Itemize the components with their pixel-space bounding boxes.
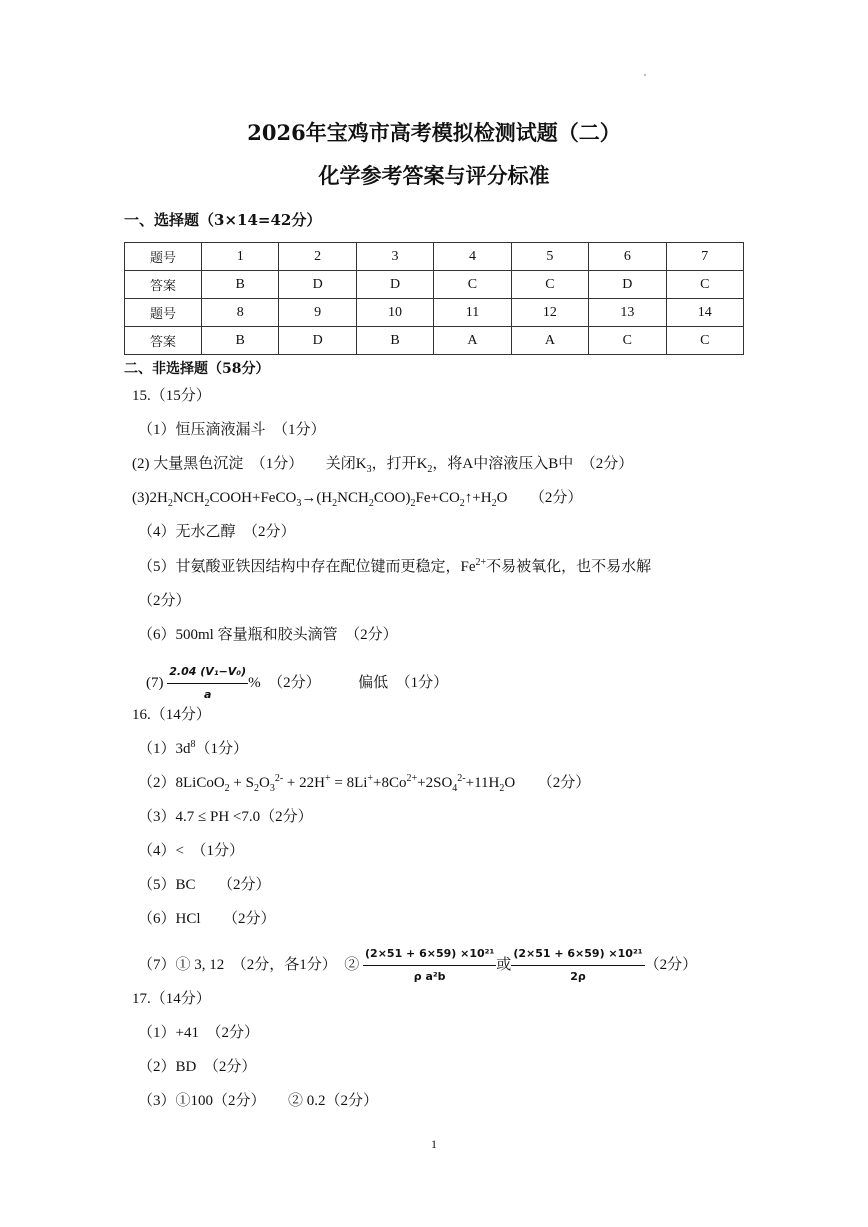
table-cell: 14 (666, 299, 743, 327)
table-cell: 4 (434, 243, 511, 271)
table-cell: D (279, 327, 356, 355)
q16-answer-6: （6）HCl （2分） (138, 911, 276, 927)
table-cell: 2 (279, 243, 356, 271)
table-cell: 11 (434, 299, 511, 327)
table-cell: D (356, 271, 433, 299)
table-cell: B (356, 327, 433, 355)
table-cell: B (202, 327, 279, 355)
q17-answer-2: （2）BD （2分） (138, 1059, 257, 1075)
table-cell: C (666, 271, 743, 299)
page-number: 1 (431, 1137, 437, 1151)
table-cell: C (589, 327, 666, 355)
table-cell: B (202, 271, 279, 299)
q15-answer-3: $(3)2H_2NCH_2COOH+FeCO_3\to(H_2NCH_2COO)_2Fe+CO_2↑+H_2O$ （2分） (132, 490, 583, 509)
q16-answer-1: $(1)3d^8(1$分） (138, 739, 249, 757)
q17-answer-1: （1）+41 （2分） (138, 1025, 259, 1041)
table-row (125, 243, 744, 271)
table-row-label: 答案 (125, 271, 202, 299)
table-cell: A (511, 327, 588, 355)
table-cell: 6 (589, 243, 666, 271)
table-row-label: 题号 (125, 243, 202, 271)
q17-answer-3: （3）①100（2分） ② 0.2（2分） (138, 1093, 379, 1109)
table-cell: C (434, 271, 511, 299)
document-subtitle: 化学参考答案与评分标准 (318, 163, 550, 188)
q15-answer-2: (2) 大量黑色沉淀 （1分） 关闭$K_3$，打开$K_2$，将A中溶液压入B中 （2分） (132, 456, 634, 475)
q16-formula-1: $\frac{\text{(2×51 + 6×59) ×10²¹}}{\text{ρ a²b}}$ (363, 944, 496, 987)
table-cell: D (589, 271, 666, 299)
answer-table (124, 242, 744, 355)
q15-answer-5-score: （2分） (138, 593, 191, 609)
q15-answer-7: (7) $\frac{\text{2.04 (V₁−V₀)}}{a}$ % （2分） 偏低 （1分） (146, 662, 448, 705)
table-cell: D (279, 271, 356, 299)
q15-answer-1: （1）恒压滴液漏斗 （1分） (138, 422, 326, 438)
q16-answer-2: （2）8LiCoO$_2$ + $S_2O_3^{2-} + 22H^+ = 8Li^++8Co^{2+}+2SO_4^{2-}+11H_2O$ （2分） (138, 773, 591, 794)
table-cell: 12 (511, 299, 588, 327)
q17-heading: 17.（14分） (132, 991, 211, 1007)
table-cell: 1 (202, 243, 279, 271)
table-cell: 5 (511, 243, 588, 271)
q16-answer-3: （3）4.7 ≤ PH <7.0（2分） (138, 809, 313, 825)
document-title: 2026年宝鸡市高考模拟检测试题（二） (247, 120, 621, 145)
table-row (125, 327, 744, 355)
table-row-label: 题号 (125, 299, 202, 327)
table-cell: 7 (666, 243, 743, 271)
table-cell: 10 (356, 299, 433, 327)
table-cell: C (511, 271, 588, 299)
q16-answer-5: （5）BC （2分） (138, 877, 271, 893)
section-1-heading: 一、选择题（3×14=42分） (124, 211, 322, 229)
q15-answer-4: （4）无水乙醇 （2分） (138, 524, 296, 540)
q15-heading: 15.（15分） (132, 388, 211, 404)
q15-answer-6: （6）500ml 容量瓶和胶头滴管 （2分） (138, 627, 398, 643)
scan-speck (644, 74, 646, 76)
q16-formula-2: $\frac{\text{(2×51 + 6×59) ×10²¹}}{2\rho}$ (511, 944, 644, 987)
q16-answer-7: （7）① 3, 12 （2分，各1分） ② $\frac{\text{(2×51 + 6×59) ×10²¹}}{\text{ρ a²b}}$ 或 $\frac{\text{(2×51 + 6×59) ×10²¹}}{2\rho}$ （2分） (138, 944, 697, 987)
table-cell: A (434, 327, 511, 355)
table-row (125, 299, 744, 327)
q15-formula: $\frac{\text{2.04 (V₁−V₀)}}{a}$ (167, 662, 248, 705)
table-cell: 8 (202, 299, 279, 327)
table-cell: 13 (589, 299, 666, 327)
table-cell: 3 (356, 243, 433, 271)
q16-answer-4: （4）< （1分） (138, 843, 244, 859)
table-row (125, 271, 744, 299)
section-2-heading: 二、非选择题（58分） (124, 361, 270, 377)
table-cell: C (666, 327, 743, 355)
table-cell: 9 (279, 299, 356, 327)
table-row-label: 答案 (125, 327, 202, 355)
q15-answer-5: （5）甘氨酸亚铁因结构中存在配位键而更稳定，$Fe^{2+}$不易被氧化，也不易水解 (138, 557, 652, 575)
q16-heading: 16.（14分） (132, 707, 211, 723)
